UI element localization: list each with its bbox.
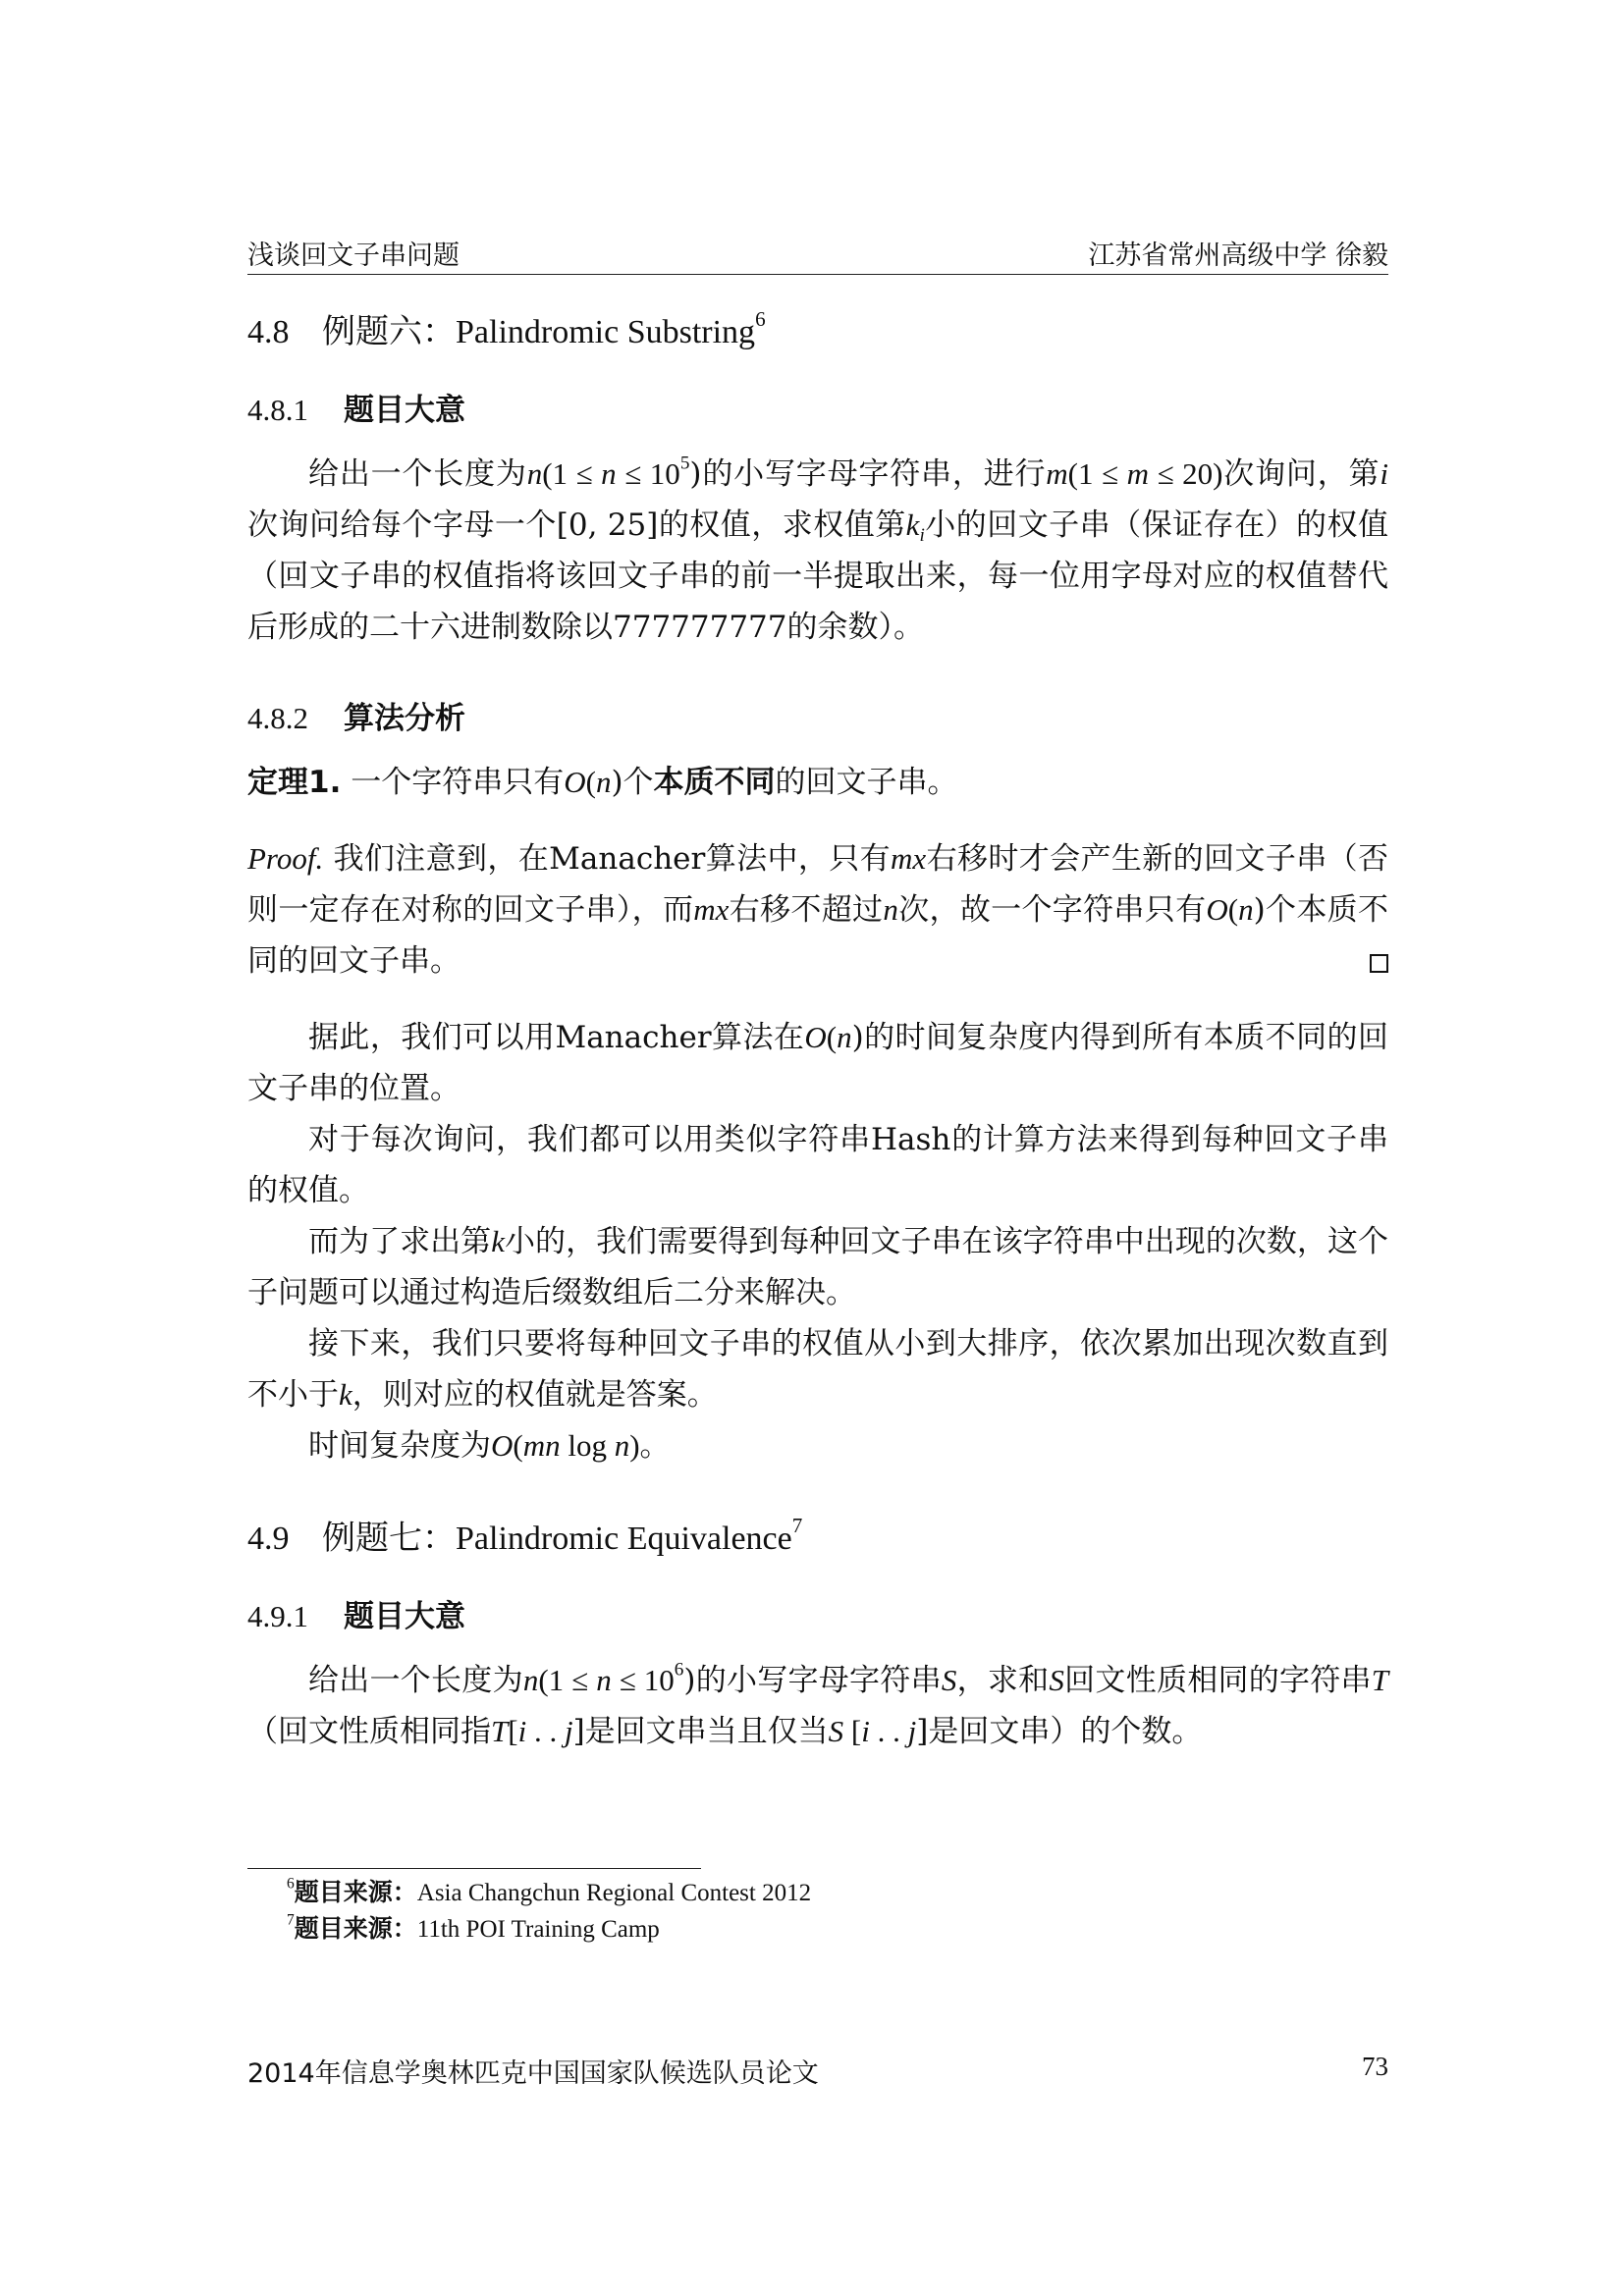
section-4-9-heading xyxy=(247,1515,1388,1563)
math: O xyxy=(1206,892,1228,927)
math: O xyxy=(491,1428,514,1463)
subsection-title: 算法分析 xyxy=(344,701,465,736)
theorem-1 xyxy=(247,757,1388,808)
running-header xyxy=(247,234,1388,273)
text: ]是回文串当且仅当 xyxy=(572,1714,829,1749)
math: mx xyxy=(693,892,730,927)
math-subscript: i xyxy=(919,524,925,546)
footnote-label: 题目来源： xyxy=(294,1878,417,1906)
footnote-6 xyxy=(247,1875,1388,1911)
math: j xyxy=(907,1714,917,1748)
math: n xyxy=(601,456,617,491)
header-title: 浅谈回文子串问题 xyxy=(247,240,460,271)
subsection-4-8-2-heading xyxy=(247,696,1388,741)
math: ( xyxy=(513,1428,523,1463)
math: n xyxy=(837,1020,852,1054)
math: . . xyxy=(869,1714,908,1748)
footnote-rule xyxy=(247,1868,701,1869)
text: 据此，我们可以用Manacher算法在 xyxy=(308,1020,805,1055)
math: ( xyxy=(1227,892,1239,927)
paragraph-hash xyxy=(247,1114,1388,1216)
text: 右移时才会产生新的回文子串（否则一定存在对称的回文子串），而 xyxy=(247,841,1389,928)
text: 给出一个长度为 xyxy=(308,456,527,492)
text: 次，故一个字符串只有 xyxy=(897,892,1207,928)
paragraph-kth xyxy=(247,1216,1388,1318)
text: )个 xyxy=(611,765,654,800)
math: ≤ 10 xyxy=(611,1663,675,1697)
text: 接下来，我们只要将每种回文子串的权值从小到大排序，依次累加出现次数直到不小于 xyxy=(247,1326,1388,1413)
footnote-source: 11th POI Training Camp xyxy=(416,1916,660,1943)
problem-statement-6 xyxy=(247,449,1388,653)
section-number: 4.8 xyxy=(247,314,290,350)
section-title-cn: 例题七： xyxy=(322,1519,456,1558)
math: mn xyxy=(522,1428,561,1463)
math: m xyxy=(1126,456,1150,491)
math: j xyxy=(564,1714,573,1748)
text: 的回文子串。 xyxy=(775,765,958,800)
text: )个本质不同的回文子串。 xyxy=(247,892,1388,979)
footnote-mark: 7 xyxy=(287,1911,295,1929)
math: i xyxy=(861,1714,870,1748)
math: (1 ≤ xyxy=(542,456,602,491)
math: [ xyxy=(508,1714,518,1748)
math: ( xyxy=(826,1020,838,1054)
text: )的小写字母字符串 xyxy=(683,1663,942,1698)
text: 小的回文子串（保证存在）的权值（回文子串的权值指将该回文子串的前一半提取出来，每一位用字母对应的权值替代后形成的二十六进制数除以777777777的余数）。 xyxy=(247,507,1388,645)
math: S xyxy=(1049,1663,1064,1697)
qed-square-icon xyxy=(1370,954,1388,973)
section-title-en: Palindromic Equivalence xyxy=(456,1521,792,1557)
footer-title: 2014年信息学奥林匹克中国国家队候选队员论文 xyxy=(247,2058,819,2089)
subsection-title: 题目大意 xyxy=(344,1599,465,1634)
text: 而为了求出第 xyxy=(308,1224,492,1259)
footnote-ref: 7 xyxy=(791,1514,803,1538)
math: T xyxy=(1371,1663,1389,1697)
text: ，则对应的权值就是答案。 xyxy=(352,1377,718,1413)
math: S xyxy=(941,1663,957,1697)
text: ，求和 xyxy=(956,1663,1050,1698)
math: n xyxy=(526,456,543,491)
problem-statement-7 xyxy=(247,1655,1388,1757)
math: n xyxy=(596,1663,612,1697)
text: 回文性质相同的字符串 xyxy=(1063,1663,1372,1698)
math: ≤ 10 xyxy=(616,456,680,491)
math: n xyxy=(614,1428,630,1463)
text: 一个字符串只有 xyxy=(341,765,565,800)
math: O xyxy=(804,1020,827,1054)
proof xyxy=(247,833,1388,987)
text: )。 xyxy=(629,1428,671,1463)
math: n xyxy=(1238,892,1254,927)
subsection-number: 4.8.1 xyxy=(247,393,308,427)
main-content xyxy=(247,293,1388,1757)
text: 次询问给每个字母一个[0, 25]的权值，求权值第 xyxy=(247,507,906,543)
math: m xyxy=(1046,456,1068,491)
paragraph-complexity xyxy=(247,1420,1388,1471)
footnote-ref: 6 xyxy=(755,307,766,332)
math: k xyxy=(905,507,920,542)
paragraph-sort xyxy=(247,1318,1388,1420)
math: . . xyxy=(526,1714,565,1748)
math: (1 ≤ xyxy=(1067,456,1127,491)
subsection-4-8-1-heading xyxy=(247,388,1388,433)
section-title-en: Palindromic Substring xyxy=(456,314,756,350)
math: k xyxy=(339,1377,352,1412)
subsection-number: 4.8.2 xyxy=(247,701,308,735)
math: n xyxy=(883,892,898,927)
section-4-8-heading xyxy=(247,308,1388,356)
footnote-source: Asia Changchun Regional Contest 2012 xyxy=(416,1880,812,1906)
text: 时间复杂度为 xyxy=(308,1428,491,1464)
math: log xyxy=(560,1428,615,1463)
math: mx xyxy=(891,841,927,876)
math: n xyxy=(595,765,612,799)
subsection-title: 题目大意 xyxy=(344,393,465,428)
subsection-number: 4.9.1 xyxy=(247,1599,308,1633)
math-superscript: 5 xyxy=(679,453,690,474)
footnotes xyxy=(247,1868,1388,1948)
proof-label: Proof. xyxy=(247,841,324,876)
math: S xyxy=(828,1714,844,1748)
text: （回文性质相同指 xyxy=(247,1714,491,1749)
text: 小的，我们需要得到每种回文子串在该字符串中出现的次数，这个子问题可以通过构造后缀数组后二分来解决。 xyxy=(247,1224,1389,1310)
subsection-4-9-1-heading xyxy=(247,1594,1388,1639)
paragraph-manacher xyxy=(247,1012,1388,1114)
text: )的时间复杂度内得到所有本质不同的回文子串的位置。 xyxy=(247,1020,1388,1106)
math: ( xyxy=(585,765,596,799)
text: ≤ 20)次询问，第 xyxy=(1149,456,1380,491)
text: )的小写字母字符串，进行 xyxy=(689,456,1047,492)
math: T xyxy=(491,1714,509,1748)
footnote-7 xyxy=(247,1911,1388,1948)
text: 给出一个长度为 xyxy=(308,1663,523,1698)
page-number: 73 xyxy=(1362,2052,1388,2081)
math: i xyxy=(1380,456,1389,491)
math: O xyxy=(564,765,586,799)
header-author: 江苏省常州高级中学 徐毅 xyxy=(1088,240,1388,271)
text: 我们注意到，在Manacher算法中，只有 xyxy=(323,841,892,877)
math: [ xyxy=(843,1714,862,1748)
text: 右移不超过 xyxy=(729,892,884,928)
header-rule xyxy=(247,274,1388,275)
section-title-cn: 例题六： xyxy=(322,312,456,351)
footnote-label: 题目来源： xyxy=(294,1914,417,1943)
text: 对于每次询问，我们都可以用类似字符串Hash的计算方法来得到每种回文子串的权值。 xyxy=(247,1122,1388,1208)
math: n xyxy=(522,1663,539,1697)
math: k xyxy=(491,1224,505,1258)
math: i xyxy=(517,1714,527,1748)
math-superscript: 6 xyxy=(674,1659,684,1681)
theorem-label: 定理1. xyxy=(247,765,342,800)
math: (1 ≤ xyxy=(538,1663,597,1697)
text: ]是回文串）的个数。 xyxy=(916,1714,1203,1749)
footnote-mark: 6 xyxy=(287,1875,295,1893)
section-number: 4.9 xyxy=(247,1521,290,1557)
running-footer xyxy=(247,2052,1388,2091)
emphasis: 本质不同 xyxy=(653,765,776,800)
